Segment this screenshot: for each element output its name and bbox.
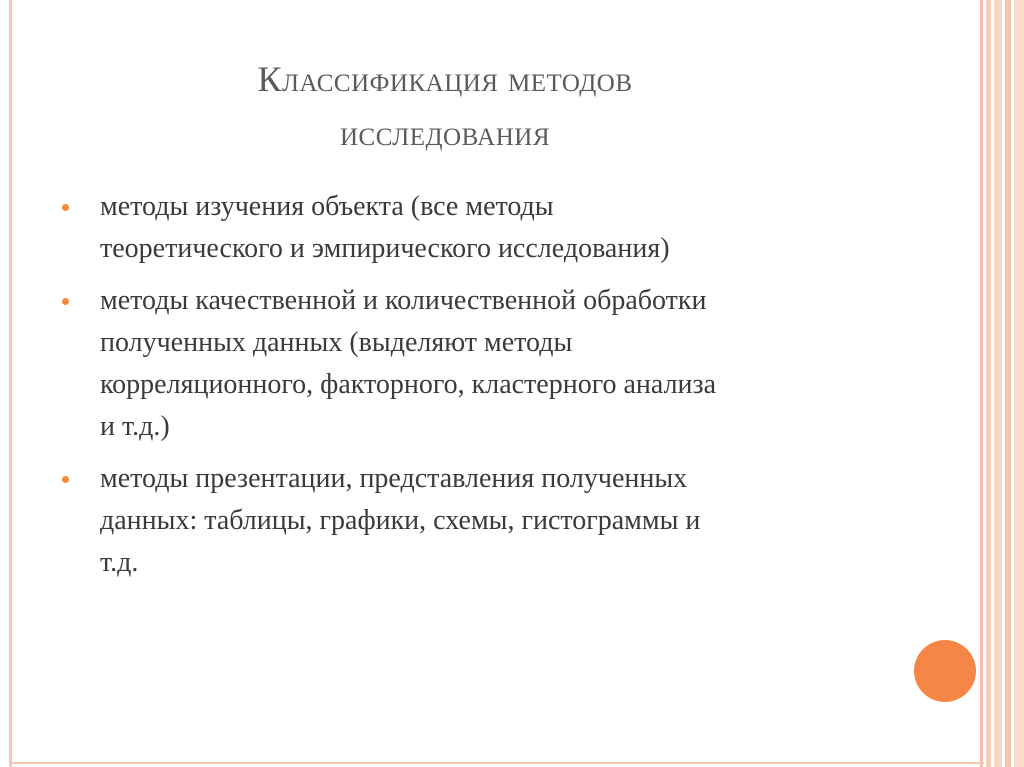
bullet-item — [62, 186, 882, 270]
left-border-rule — [9, 0, 12, 767]
bullet-line: теоретического и эмпирического исследования) — [100, 233, 670, 264]
right-border-stripe — [980, 0, 983, 767]
bullet-item — [62, 280, 882, 448]
orange-circle-icon — [914, 640, 976, 702]
bullet-line: данных: таблицы, графики, схемы, гистограммы и — [100, 505, 701, 536]
bullet-dot-icon — [62, 298, 69, 305]
bullet-line: методы изучения объекта (все методы — [100, 191, 554, 222]
bullet-line: методы презентации, представления полученных — [100, 463, 688, 494]
slide-title — [140, 52, 750, 160]
bullet-list — [62, 186, 882, 594]
slide-title-line-2: исследования — [339, 113, 551, 153]
bullet-dot-icon — [62, 204, 69, 211]
bottom-border-rule — [9, 762, 984, 764]
right-border-stripe — [1005, 0, 1011, 767]
bullet-line: корреляционного, факторного, кластерного анализа — [100, 369, 717, 400]
bullet-dot-icon — [62, 476, 69, 483]
bullet-line: методы качественной и количественной обработки — [100, 285, 707, 316]
bullet-item — [62, 458, 882, 584]
bullet-line: и т.д.) — [100, 411, 170, 442]
right-border-stripe — [986, 0, 991, 767]
slide-title-line-1: Классификация методов — [257, 59, 633, 99]
right-border-stripe — [1014, 0, 1024, 767]
bullet-line: полученных данных (выделяют методы — [100, 327, 573, 358]
right-border-stripe — [994, 0, 1002, 767]
bullet-line: т.д. — [100, 547, 139, 578]
